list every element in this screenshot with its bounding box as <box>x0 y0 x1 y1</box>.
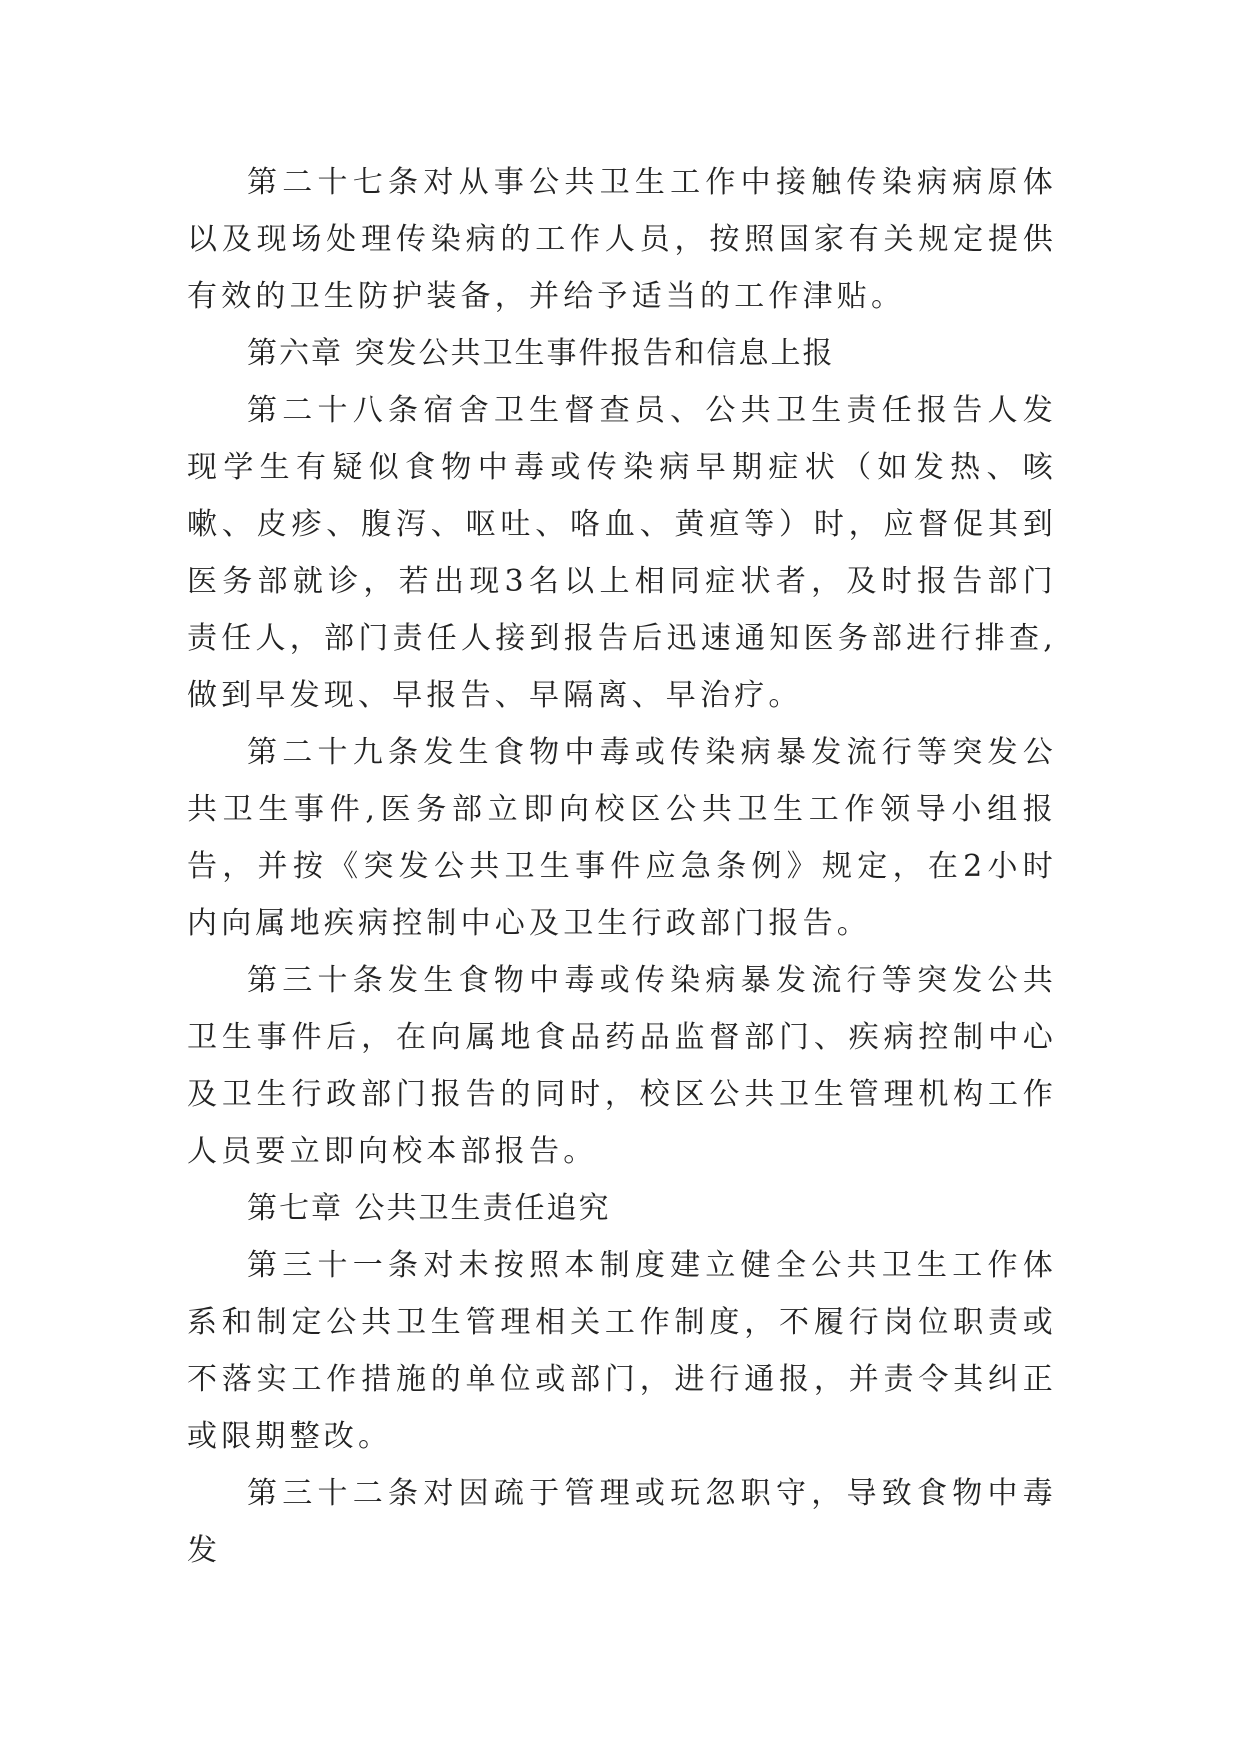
chapter-6-heading: 第六章 突发公共卫生事件报告和信息上报 <box>247 336 835 371</box>
article-32-paragraph: 第三十二条对因疏于管理或玩忽职守，导致食物中毒发 <box>187 1476 1057 1568</box>
article-31-paragraph: 第三十一条对未按照本制度建立健全公共卫生工作体系和制定公共卫生管理相关工作制度，不履行岗位职责或不落实工作措施的单位或部门，进行通报，并责令其纠正或限期整改。 <box>187 1248 1057 1454</box>
article-30-paragraph: 第三十条发生食物中毒或传染病暴发流行等突发公共卫生事件后，在向属地食品药品监督部门、疾病控制中心及卫生行政部门报告的同时，校区公共卫生管理机构工作人员要立即向校本部报告。 <box>187 963 1057 1169</box>
article-28-paragraph: 第二十八条宿舍卫生督查员、公共卫生责任报告人发现学生有疑似食物中毒或传染病早期症状（如发热、咳嗽、皮疹、腹泻、呕吐、咯血、黄疸等）时，应督促其到医务部就诊，若出现3名以上相同症状者，及时报告部门责任人，部门责任人接到报告后迅速通知医务部进行排查,做到早发现、早报告、早隔离、早治疗。 <box>187 393 1057 713</box>
document-body <box>187 154 1057 1579</box>
article-27-paragraph: 第二十七条对从事公共卫生工作中接触传染病病原体以及现场处理传染病的工作人员，按照国家有关规定提供有效的卫生防护装备，并给予适当的工作津贴。 <box>187 165 1057 314</box>
chapter-7-heading: 第七章 公共卫生责任追究 <box>247 1191 611 1226</box>
article-29-paragraph: 第二十九条发生食物中毒或传染病暴发流行等突发公共卫生事件,医务部立即向校区公共卫生工作领导小组报告，并按《突发公共卫生事件应急条例》规定，在2小时内向属地疾病控制中心及卫生行政部门报告。 <box>187 735 1057 941</box>
